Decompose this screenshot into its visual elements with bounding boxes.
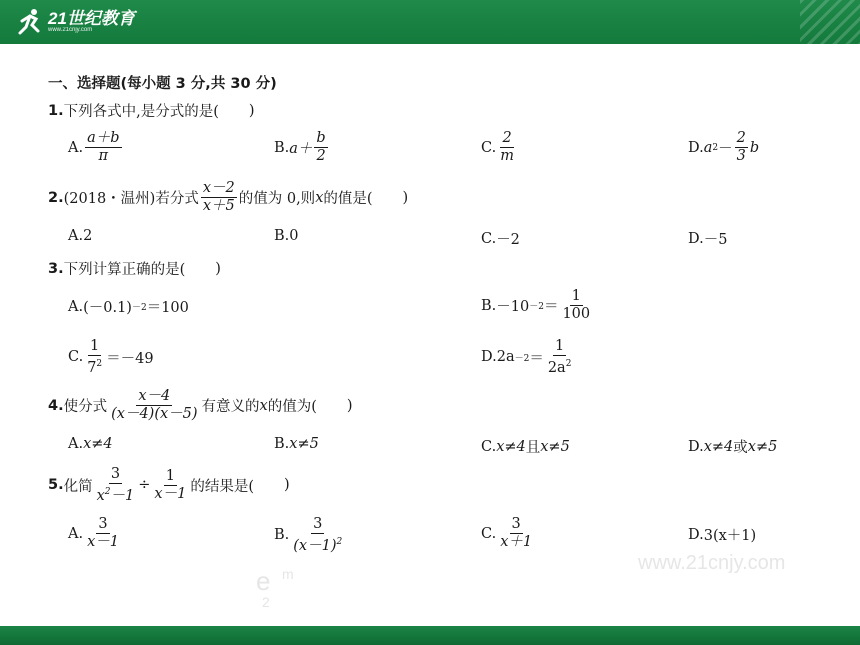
q4-option-b[interactable] bbox=[274, 436, 319, 452]
exponent: 2 bbox=[565, 359, 572, 369]
q4-fraction bbox=[109, 388, 199, 423]
option-label: B. bbox=[274, 527, 290, 544]
exponent: －2 bbox=[514, 353, 530, 364]
denominator: 100 bbox=[562, 306, 591, 322]
denominator: m bbox=[500, 148, 514, 164]
option-label: C. bbox=[481, 525, 497, 542]
fraction bbox=[546, 338, 574, 377]
q1-option-a[interactable] bbox=[68, 130, 124, 165]
fraction bbox=[291, 516, 344, 555]
header-stripes bbox=[800, 0, 860, 44]
denominator: x＋1 bbox=[500, 534, 533, 550]
equals: ＝ bbox=[543, 299, 559, 315]
option-value: x≠4 bbox=[496, 438, 526, 455]
logo-url: www.21cnjy.com bbox=[48, 27, 93, 33]
fraction bbox=[85, 338, 104, 377]
option-label: D. bbox=[688, 438, 704, 455]
denominator bbox=[546, 356, 574, 377]
den-base: (x－1) bbox=[293, 537, 337, 554]
fraction bbox=[85, 130, 121, 165]
expr-post: b bbox=[749, 139, 760, 156]
q5-fraction-1 bbox=[95, 466, 137, 505]
numerator: 2 bbox=[736, 130, 746, 146]
q2-close: ) bbox=[402, 189, 409, 206]
q4-number: 4. bbox=[48, 397, 64, 414]
q5-close: ) bbox=[284, 477, 290, 494]
den-base: x bbox=[96, 487, 105, 504]
q5-option-a[interactable] bbox=[68, 516, 123, 551]
option-label: C. bbox=[481, 438, 497, 455]
q5-operator: ÷ bbox=[138, 477, 151, 494]
q5-pre: 化简 bbox=[63, 478, 93, 495]
conjunction: 或 bbox=[733, 440, 748, 456]
option-value: x≠5 bbox=[289, 436, 319, 452]
option-value: －2 bbox=[496, 232, 520, 248]
numerator: a＋b bbox=[87, 130, 120, 146]
expr-post: ＝－49 bbox=[106, 350, 154, 367]
logo-text-group bbox=[46, 10, 135, 34]
option-label: A. bbox=[68, 298, 84, 315]
exponent: 2 bbox=[96, 359, 103, 369]
q3-option-d[interactable] bbox=[481, 338, 575, 377]
q2-option-a[interactable] bbox=[68, 228, 92, 244]
expr-base: －10 bbox=[496, 299, 530, 315]
numerator: 3 bbox=[110, 466, 121, 482]
expr-pre: a＋ bbox=[289, 141, 313, 157]
denominator bbox=[291, 534, 344, 555]
fraction bbox=[735, 130, 748, 165]
q5-option-b[interactable] bbox=[274, 516, 346, 555]
option-label: D. bbox=[688, 526, 704, 543]
q1-option-c[interactable] bbox=[481, 130, 518, 165]
exponent: －2 bbox=[131, 303, 147, 313]
denominator bbox=[95, 484, 137, 505]
numerator: x－2 bbox=[202, 180, 235, 196]
numerator: 1 bbox=[555, 338, 565, 354]
q4-option-a[interactable] bbox=[68, 436, 113, 452]
numerator: x－4 bbox=[138, 388, 171, 404]
option-value: －5 bbox=[703, 232, 728, 248]
q2-var: x bbox=[315, 189, 324, 206]
option-value: 2 bbox=[83, 228, 93, 244]
q4-post: 有意义的 bbox=[201, 399, 260, 415]
q4-option-d[interactable] bbox=[688, 436, 777, 457]
q5-number: 5. bbox=[48, 477, 64, 494]
option-label: B. bbox=[481, 297, 497, 314]
q1-option-b[interactable] bbox=[274, 130, 330, 165]
q2-option-b[interactable] bbox=[274, 228, 299, 244]
q4-var: x bbox=[259, 397, 268, 414]
option-label: A. bbox=[68, 525, 84, 542]
numerator: 1 bbox=[165, 467, 175, 484]
q2-number: 2. bbox=[48, 189, 64, 206]
equals: ＝ bbox=[529, 350, 544, 367]
denominator: π bbox=[98, 148, 109, 164]
q2-option-d[interactable] bbox=[688, 228, 727, 249]
numerator: 3 bbox=[98, 516, 108, 532]
header-bar bbox=[0, 0, 860, 44]
fraction bbox=[560, 288, 592, 323]
watermark-2: 2 bbox=[262, 594, 270, 610]
option-label: D. bbox=[688, 139, 704, 156]
exponent: 2 bbox=[104, 487, 111, 497]
numerator: 2 bbox=[502, 130, 512, 146]
fraction bbox=[314, 130, 327, 165]
q4-stem bbox=[48, 388, 353, 423]
q1-number: 1. bbox=[48, 102, 64, 119]
expr-base: 2a bbox=[496, 349, 515, 366]
section-title-row bbox=[48, 72, 277, 93]
q5-stem bbox=[48, 466, 290, 505]
denominator: x－1 bbox=[154, 485, 187, 502]
q2-fraction bbox=[201, 180, 237, 215]
q1-text: 下列各式中,是分式的是( bbox=[63, 104, 219, 120]
q5-post: 的结果是( bbox=[190, 478, 254, 495]
q3-text: 下列计算正确的是( bbox=[63, 262, 186, 278]
option-label: D. bbox=[688, 230, 704, 247]
logo-text: 21世纪教育 bbox=[48, 9, 135, 28]
option-label: A. bbox=[68, 228, 84, 244]
runner-logo-icon bbox=[16, 7, 46, 37]
footer-bar bbox=[0, 626, 860, 645]
q3-option-c[interactable] bbox=[68, 338, 154, 377]
watermark-url: www.21cnjy.com bbox=[638, 552, 786, 574]
den-post: －1 bbox=[110, 487, 135, 504]
q3-stem bbox=[48, 258, 221, 279]
denominator: x－1 bbox=[87, 534, 119, 550]
q4-close: ) bbox=[346, 397, 353, 414]
exponent: 2 bbox=[336, 537, 343, 547]
numerator: 3 bbox=[511, 516, 521, 532]
denominator bbox=[85, 356, 104, 377]
q2-pre: (2018・温州)若分式 bbox=[63, 191, 199, 207]
option-value: x≠4 bbox=[703, 438, 734, 455]
exponent: 2 bbox=[712, 142, 719, 153]
watermark-m: m bbox=[282, 566, 294, 582]
q5-option-d[interactable] bbox=[688, 524, 756, 545]
option-value: x≠5 bbox=[747, 438, 778, 455]
option-label: A. bbox=[68, 139, 84, 156]
expr-base: (－0.1) bbox=[83, 300, 132, 316]
conjunction: 且 bbox=[525, 440, 541, 456]
numerator: 1 bbox=[571, 288, 581, 304]
q4-post2: 的值为( bbox=[267, 399, 317, 415]
denominator: (x－4)(x－5) bbox=[111, 406, 198, 422]
q3-close: ) bbox=[215, 260, 221, 277]
numerator: 1 bbox=[90, 338, 100, 354]
option-label: D. bbox=[481, 349, 497, 366]
den-base: 2a bbox=[547, 359, 566, 376]
option-label: C. bbox=[481, 230, 497, 247]
q3-option-b[interactable] bbox=[481, 288, 594, 323]
option-label: C. bbox=[481, 139, 497, 156]
exponent: －2 bbox=[529, 302, 544, 312]
denominator: 3 bbox=[736, 148, 746, 164]
expr-post: ＝100 bbox=[146, 300, 189, 316]
q2-post2: 的值是( bbox=[323, 191, 373, 207]
option-value: 3(x＋1) bbox=[703, 528, 757, 544]
option-value: 0 bbox=[289, 228, 299, 244]
option-label: A. bbox=[68, 436, 84, 452]
numerator: 3 bbox=[313, 516, 323, 532]
option-label: B. bbox=[274, 228, 290, 244]
numerator: b bbox=[316, 130, 326, 146]
q1-option-d[interactable] bbox=[688, 130, 759, 165]
option-label: C. bbox=[68, 349, 84, 366]
denominator: 2 bbox=[316, 148, 326, 164]
logo bbox=[16, 6, 135, 38]
q2-option-c[interactable] bbox=[481, 228, 520, 249]
q1-stem bbox=[48, 100, 255, 121]
watermark-e: e bbox=[256, 566, 271, 596]
fraction bbox=[498, 516, 534, 551]
fraction bbox=[498, 130, 516, 165]
expr-base: a bbox=[703, 139, 713, 156]
denominator: x＋5 bbox=[202, 198, 235, 214]
option-value: x≠5 bbox=[540, 438, 570, 455]
q3-option-a[interactable] bbox=[68, 296, 189, 317]
section-title: 一、选择题(每小题 3 分,共 30 分) bbox=[48, 76, 277, 92]
q4-pre: 使分式 bbox=[63, 399, 108, 415]
q5-fraction-2 bbox=[152, 468, 188, 503]
operator: － bbox=[718, 141, 733, 157]
option-label: B. bbox=[274, 139, 290, 156]
den-base: 7 bbox=[87, 359, 97, 376]
q2-post: 的值为 0,则 bbox=[238, 191, 316, 207]
option-label: B. bbox=[274, 436, 290, 452]
q5-option-c[interactable] bbox=[481, 516, 536, 551]
q1-close: ) bbox=[248, 102, 255, 119]
fraction bbox=[85, 516, 121, 551]
q2-stem bbox=[48, 180, 408, 215]
q4-option-c[interactable] bbox=[481, 436, 570, 457]
q3-number: 3. bbox=[48, 260, 64, 277]
option-value: x≠4 bbox=[83, 436, 113, 452]
